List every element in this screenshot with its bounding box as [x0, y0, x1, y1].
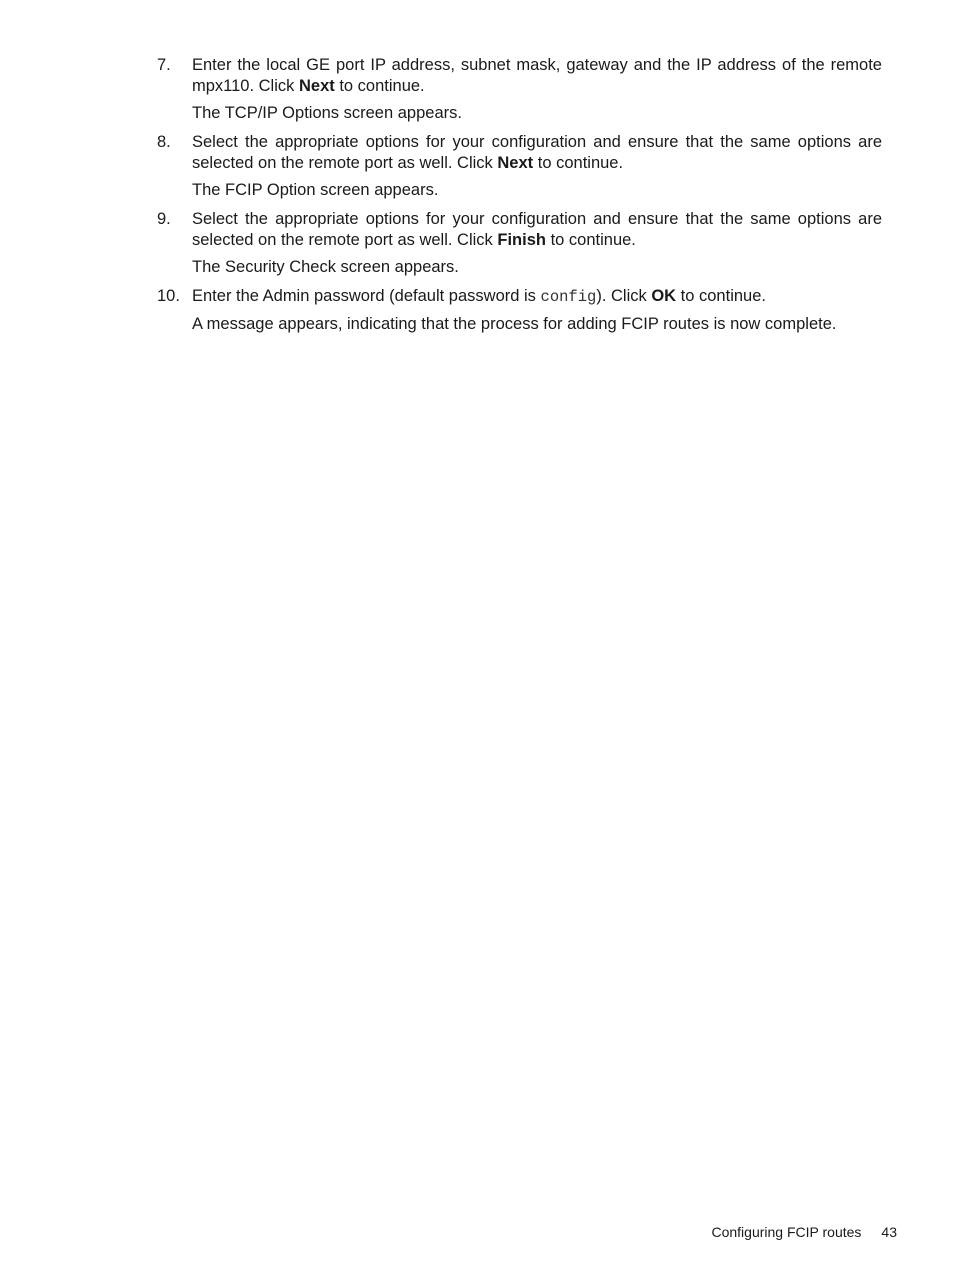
step-instruction — [192, 132, 882, 174]
step-result: A message appears, indicating that the process for adding FCIP routes is now complete. — [192, 315, 837, 333]
step-text-part: to continue. — [533, 154, 624, 172]
list-item-step-7 — [157, 55, 882, 124]
list-item-step-10 — [157, 286, 882, 335]
step-number: 10. — [157, 287, 180, 305]
document-body — [157, 55, 882, 343]
step-result: The TCP/IP Options screen appears. — [192, 104, 462, 122]
step-number: 7. — [157, 56, 171, 74]
step-result: The Security Check screen appears. — [192, 258, 459, 276]
step-result: The FCIP Option screen appears. — [192, 181, 439, 199]
step-text-part: to continue. — [545, 231, 636, 249]
default-password-code: config — [540, 288, 597, 306]
step-instruction — [192, 55, 882, 97]
list-item-step-9 — [157, 209, 882, 278]
step-text-part: Select the appropriate options for your configuration and ensure that the same options are selected on the remote port as well. Click — [192, 210, 882, 249]
step-number: 9. — [157, 210, 171, 228]
ui-label-ok: OK — [651, 287, 677, 305]
step-text-part: to continue. — [334, 77, 425, 95]
step-text-part: to continue. — [676, 287, 766, 305]
step-instruction — [192, 209, 882, 251]
list-item-step-8 — [157, 132, 882, 201]
step-text-part: Select the appropriate options for your configuration and ensure that the same options are selected on the remote port as well. Click — [192, 133, 882, 172]
page-footer — [711, 1222, 897, 1242]
footer-section-title: Configuring FCIP routes — [711, 1224, 862, 1240]
ui-label-next: Next — [497, 154, 534, 172]
step-text-part: Enter the Admin password (default password is — [192, 287, 541, 305]
ui-label-next: Next — [298, 77, 335, 95]
step-number: 8. — [157, 133, 171, 151]
page-number: 43 — [881, 1224, 897, 1240]
step-text-part: ). Click — [596, 287, 652, 305]
ui-label-finish: Finish — [497, 231, 546, 249]
step-instruction — [192, 286, 882, 308]
step-text-part: Enter the local GE port IP address, subnet mask, gateway and the IP address of the remote mpx110. Click — [192, 56, 882, 95]
